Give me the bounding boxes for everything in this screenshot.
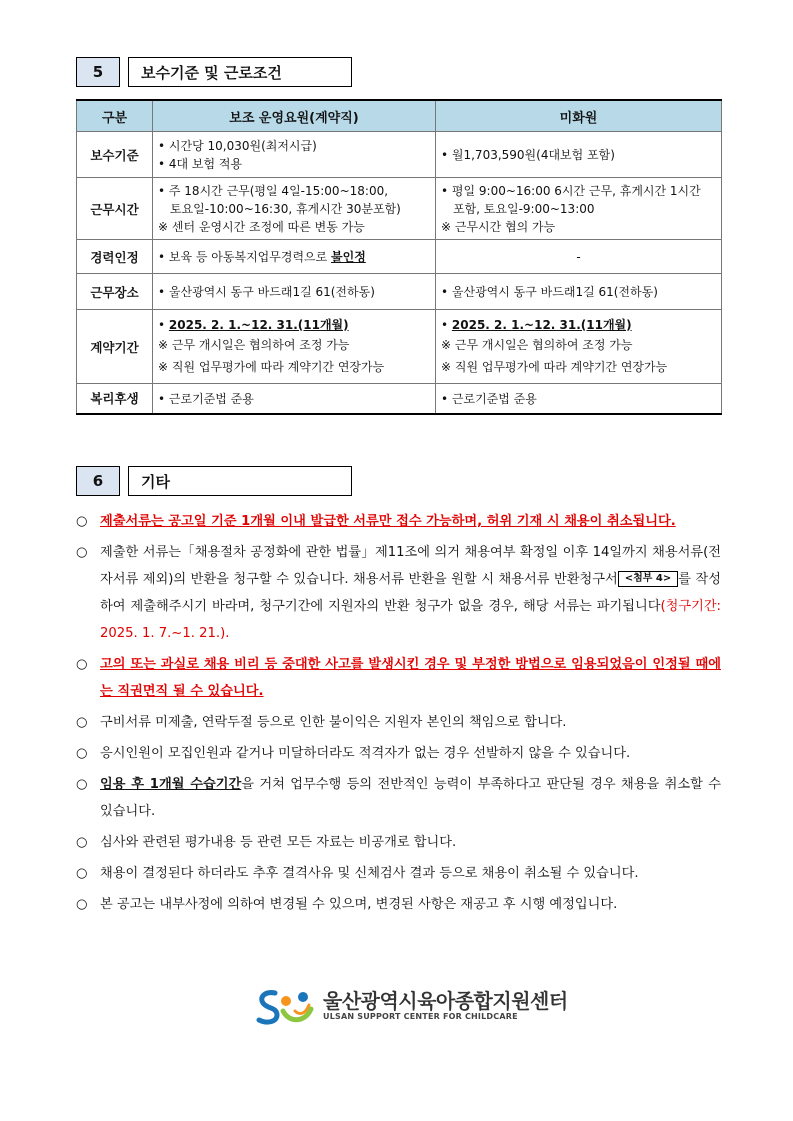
conditions-table [76, 99, 722, 415]
center-logo [255, 985, 568, 1027]
cell-line: • 보육 등 아동복지업무경력으로 [158, 250, 332, 264]
header-cleaner: 미화원 [436, 100, 722, 132]
cell-note: ※ 근무시간 협의 가능 [441, 219, 556, 234]
list-item [76, 771, 721, 825]
list-item [76, 508, 721, 535]
childcare-center-logo-icon [255, 985, 317, 1027]
bullet-circle-icon: ○ [76, 835, 88, 850]
assistant-cell: • 울산광역시 동구 바드래1길 61(전하동) [153, 274, 436, 310]
note-text: 채용이 결정된다 하더라도 추후 결격사유 및 신체검사 결과 등으로 채용이 취소될 수 있습니다. [100, 866, 639, 881]
table-row [77, 178, 722, 240]
assistant-cell [153, 240, 436, 274]
bullet-circle-icon: ○ [76, 866, 88, 881]
cleaner-cell [436, 132, 722, 178]
row-label: 복리후생 [77, 384, 153, 414]
note-text: 제출한 서류는「채용절차 공정화에 관한 법률」제11조에 의거 채용여부 확정일 이후 14일까지 채용서류(전자서류 제외)의 반환을 청구할 수 있습니다. 채용서류 반환을 원할 시 채용서류 반환청구서 [100, 545, 721, 587]
list-item [76, 539, 721, 647]
cell-line: • 시간당 10,030원(최저시급) [158, 138, 317, 153]
claim-period: (청구기간: 2025. 1. 7.~1. 21.). [100, 599, 721, 641]
note-text: 구비서류 미제출, 연락두절 등으로 인한 불이익은 지원자 본인의 책임으로 합니다. [100, 715, 567, 730]
row-label: 계약기간 [77, 310, 153, 384]
table-row [77, 274, 722, 310]
section-5-title: 보수기준 및 근로조건 [128, 57, 352, 87]
cleaner-cell: - [436, 240, 722, 274]
row-label: 보수기준 [77, 132, 153, 178]
cell-line: 토요일-10:00~16:30, 휴게시간 30분포함) [170, 201, 401, 216]
header-assistant: 보조 운영요원(계약직) [153, 100, 436, 132]
table-header-row [77, 100, 722, 132]
cell-note: ※ 근무 개시일은 협의하여 조정 가능 [441, 337, 633, 352]
cell-line: 포함, 토요일-9:00~13:00 [453, 201, 595, 216]
table-row [77, 240, 722, 274]
list-item [76, 709, 721, 736]
table-row [77, 384, 722, 414]
assistant-cell [153, 178, 436, 240]
assistant-cell [153, 132, 436, 178]
row-label: 경력인정 [77, 240, 153, 274]
cell-line: • 월1,703,590원(4대보험 포함) [441, 147, 615, 162]
cleaner-cell [436, 310, 722, 384]
section-5-number: 5 [76, 57, 120, 87]
bullet-circle-icon: ○ [76, 514, 88, 529]
note-text: 응시인원이 모집인원과 같거나 미달하더라도 적격자가 없는 경우 선발하지 않을 수 있습니다. [100, 746, 631, 761]
probation-emphasis: 임용 후 1개월 수습기간 [100, 777, 242, 792]
warning-text: 제출서류는 공고일 기준 1개월 이내 발급한 서류만 접수 가능하며, 허위 기재 시 채용이 취소됩니다. [100, 514, 676, 529]
cell-line: • 4대 보험 적용 [158, 156, 243, 171]
table-row [77, 132, 722, 178]
section-6-title: 기타 [128, 466, 352, 496]
notes-list [76, 508, 721, 922]
cell-line: • 2025. 2. 1.~12. 31.(11개월) [158, 317, 349, 332]
note-text: 본 공고는 내부사정에 의하여 변경될 수 있으며, 변경된 사항은 재공고 후 시행 예정입니다. [100, 897, 618, 912]
cell-line: • 2025. 2. 1.~12. 31.(11개월) [441, 317, 632, 332]
bullet-circle-icon: ○ [76, 746, 88, 761]
cell-line: • 평일 9:00~16:00 6시간 근무, 휴게시간 1시간 [441, 183, 701, 198]
not-recognized-emphasis: 불인정 [331, 250, 366, 264]
assistant-cell: • 근로기준법 준용 [153, 384, 436, 414]
cleaner-cell [436, 178, 722, 240]
list-item [76, 829, 721, 856]
list-item [76, 651, 721, 705]
bullet-circle-icon: ○ [76, 657, 88, 672]
cleaner-cell: • 울산광역시 동구 바드래1길 61(전하동) [436, 274, 722, 310]
bullet-circle-icon: ○ [76, 545, 88, 560]
section-5-header [76, 57, 352, 91]
bullet-circle-icon: ○ [76, 777, 88, 792]
list-item [76, 740, 721, 767]
list-item [76, 860, 721, 887]
list-item [76, 891, 721, 918]
cell-note: ※ 근무 개시일은 협의하여 조정 가능 [158, 337, 350, 352]
row-label: 근무장소 [77, 274, 153, 310]
contract-period: 2025. 2. 1.~12. 31.(11개월) [168, 317, 349, 332]
note-text: 심사와 관련된 평가내용 등 관련 모든 자료는 비공개로 합니다. [100, 835, 457, 850]
assistant-cell [153, 310, 436, 384]
note-text: 를 작성하여 제출해주시기 바라며, 청구기간에 지원자의 반환 청구가 없을 경우, 해당 서류는 파기됩니다 [100, 572, 721, 614]
cell-note: ※ 센터 운영시간 조정에 따른 변동 가능 [158, 219, 365, 234]
bullet-circle-icon: ○ [76, 715, 88, 730]
warning-text: 고의 또는 과실로 채용 비리 등 중대한 사고를 발생시킨 경우 및 부정한 방법으로 임용되었음이 인정될 때에는 직권면직 될 수 있습니다. [100, 657, 721, 699]
org-name: 울산광역시육아종합지원센터 [323, 989, 568, 1013]
cell-note: ※ 직원 업무평가에 따라 계약기간 연장가능 [441, 359, 668, 374]
note-text: 을 거쳐 업무수행 등의 전반적인 능력이 부족하다고 판단될 경우 채용을 취소할 수 있습니다. [100, 777, 722, 819]
contract-period: 2025. 2. 1.~12. 31.(11개월) [451, 317, 632, 332]
row-label: 근무시간 [77, 178, 153, 240]
bullet-circle-icon: ○ [76, 897, 88, 912]
cleaner-cell: • 근로기준법 준용 [436, 384, 722, 414]
header-category: 구분 [77, 100, 153, 132]
table-row [77, 310, 722, 384]
attachment-badge: <첨부 4> [618, 571, 679, 587]
section-6-number: 6 [76, 466, 120, 496]
cell-note: ※ 직원 업무평가에 따라 계약기간 연장가능 [158, 359, 385, 374]
org-name-english: ULSAN SUPPORT CENTER FOR CHILDCARE [323, 1012, 518, 1021]
cell-line: • 주 18시간 근무(평일 4일-15:00~18:00, [158, 183, 389, 198]
section-6-header [76, 466, 352, 500]
